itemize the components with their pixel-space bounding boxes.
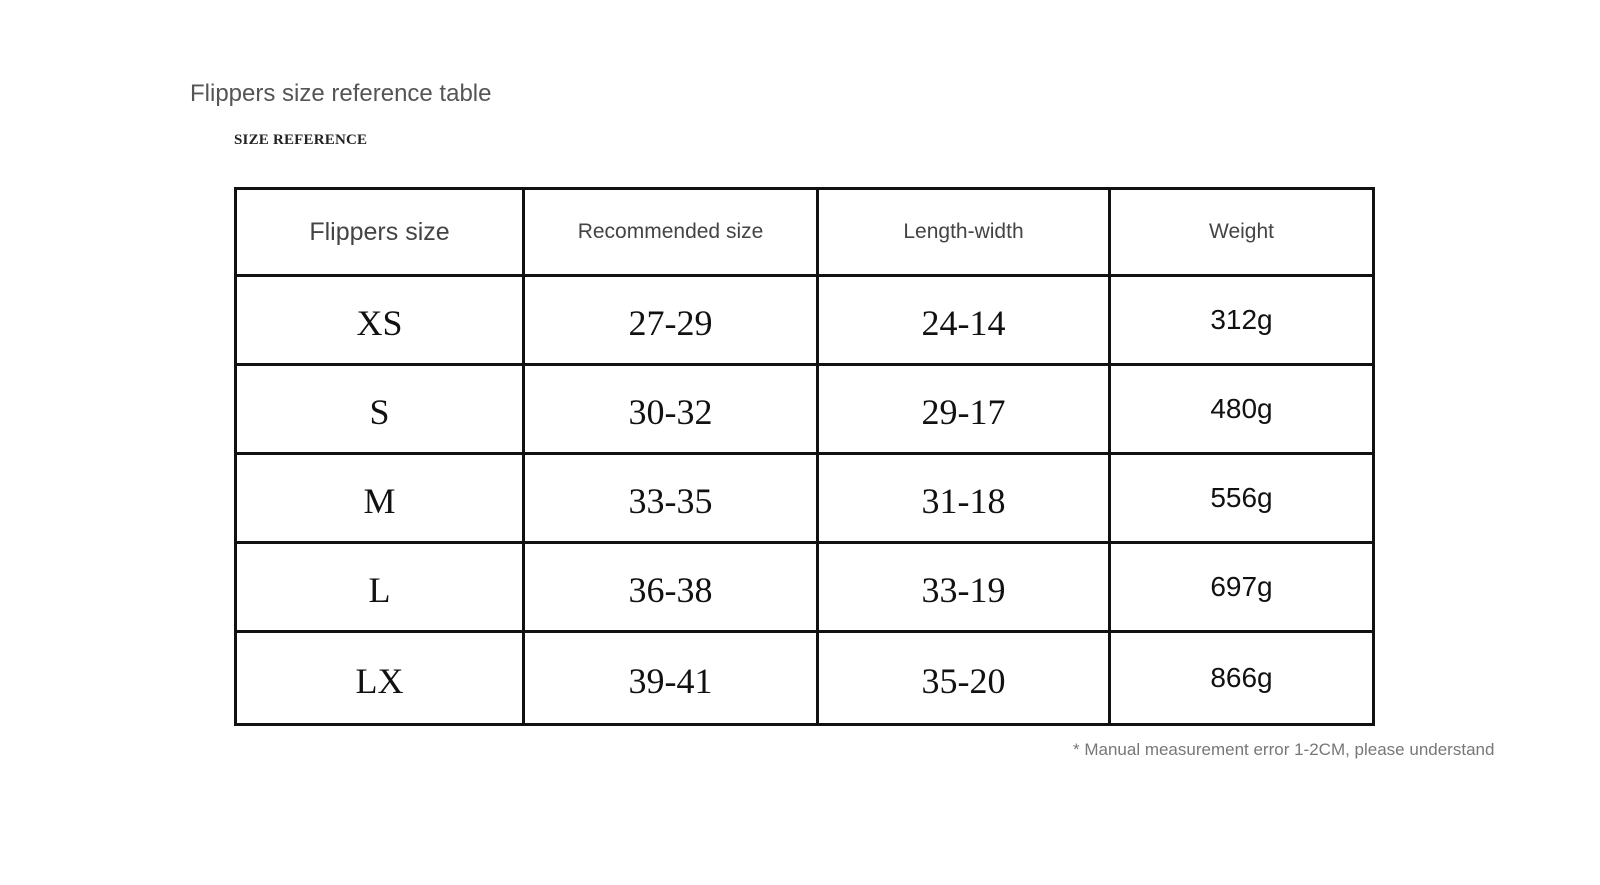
page-title: Flippers size reference table bbox=[190, 80, 492, 107]
cell-flippers-size: L bbox=[236, 543, 524, 632]
cell-weight: 866g bbox=[1110, 632, 1374, 725]
measurement-note: * Manual measurement error 1-2CM, please understand bbox=[1073, 740, 1495, 759]
size-reference-table bbox=[234, 187, 1375, 726]
cell-recommended-size: 33-35 bbox=[524, 454, 818, 543]
table-row bbox=[236, 365, 1374, 454]
cell-length-width: 31-18 bbox=[818, 454, 1110, 543]
cell-length-width: 24-14 bbox=[818, 276, 1110, 365]
cell-recommended-size: 39-41 bbox=[524, 632, 818, 725]
cell-recommended-size: 27-29 bbox=[524, 276, 818, 365]
cell-flippers-size: XS bbox=[236, 276, 524, 365]
header-weight: Weight bbox=[1110, 189, 1374, 276]
cell-length-width: 29-17 bbox=[818, 365, 1110, 454]
cell-recommended-size: 30-32 bbox=[524, 365, 818, 454]
header-length-width: Length-width bbox=[818, 189, 1110, 276]
cell-weight: 697g bbox=[1110, 543, 1374, 632]
cell-weight: 312g bbox=[1110, 276, 1374, 365]
cell-flippers-size: M bbox=[236, 454, 524, 543]
header-flippers-size: Flippers size bbox=[236, 189, 524, 276]
table-row bbox=[236, 454, 1374, 543]
table-row bbox=[236, 276, 1374, 365]
cell-weight: 480g bbox=[1110, 365, 1374, 454]
table-row bbox=[236, 632, 1374, 725]
header-recommended-size: Recommended size bbox=[524, 189, 818, 276]
table-row bbox=[236, 543, 1374, 632]
cell-length-width: 33-19 bbox=[818, 543, 1110, 632]
cell-weight: 556g bbox=[1110, 454, 1374, 543]
cell-recommended-size: 36-38 bbox=[524, 543, 818, 632]
size-reference-subtitle: SIZE REFERENCE bbox=[234, 132, 368, 148]
cell-flippers-size: S bbox=[236, 365, 524, 454]
table-header-row bbox=[236, 189, 1374, 276]
cell-flippers-size: LX bbox=[236, 632, 524, 725]
cell-length-width: 35-20 bbox=[818, 632, 1110, 725]
